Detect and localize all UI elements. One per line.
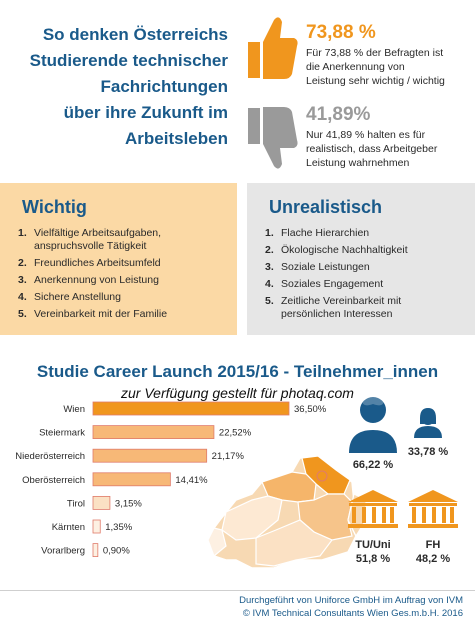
wichtig-title: Wichtig <box>22 197 87 217</box>
title-line: Arbeitsleben <box>125 129 228 148</box>
item-line: Vielfältige Arbeitsaufgaben, <box>34 227 162 239</box>
category-label: Oberösterreich <box>22 474 85 486</box>
stat-line: realistisch, dass Arbeitgeber <box>306 143 438 155</box>
stat-line: Leistung sehr wichtig / wichtig <box>306 75 445 87</box>
item-line: Sichere Anstellung <box>34 291 121 303</box>
category-label: Wien <box>63 404 85 415</box>
female-percentage: 33,78 % <box>407 446 449 458</box>
category-label: Kärnten <box>51 522 85 533</box>
item-number: 4. <box>265 278 274 290</box>
item-line: Ökologische Nachhaltigkeit <box>281 244 408 256</box>
category-label: Tirol <box>66 498 85 510</box>
tu-percentage: 51,8 % <box>355 553 391 565</box>
unrealistisch-title: Unrealistisch <box>269 197 383 217</box>
value-label: 36,50% <box>294 404 327 415</box>
title-line: So denken Österreichs <box>42 25 228 44</box>
item-number: 5. <box>265 295 274 307</box>
item-line: Soziale Leistungen <box>281 261 370 273</box>
footer-line: Durchgeführt von Uniforce GmbH im Auftrag von IVM <box>239 595 463 606</box>
item-line: Vereinbarkeit mit der Familie <box>34 308 168 320</box>
footer-divider <box>0 590 475 591</box>
bar <box>93 544 98 557</box>
item-number: 3. <box>18 274 27 286</box>
item-number: 1. <box>265 227 274 239</box>
stat-line: Nur 41,89 % halten es für <box>306 129 426 141</box>
item-number: 3. <box>265 261 274 273</box>
category-label: Niederösterreich <box>15 451 85 463</box>
female-icon <box>414 408 442 438</box>
stat-line: die Anerkennung von <box>306 61 405 73</box>
title-line: Fachrichtungen <box>100 77 228 96</box>
value-label: 0,90% <box>102 545 130 557</box>
item-line: Freundliches Arbeitsumfeld <box>34 257 161 269</box>
item-number: 4. <box>18 291 27 303</box>
stat-negative-value: 41,89% <box>306 104 371 125</box>
value-label: 3,15% <box>114 498 142 510</box>
bar <box>93 426 214 439</box>
title-line: Studierende technischer <box>29 51 228 70</box>
footer <box>239 594 463 620</box>
value-label: 14,41% <box>175 474 208 486</box>
item-number: 2. <box>265 244 274 256</box>
item-line: persönlichen Interessen <box>281 308 393 320</box>
item-line: Flache Hierarchien <box>281 227 370 239</box>
item-line: Anerkennung von Leistung <box>34 274 159 286</box>
fh-label: FH <box>425 539 441 551</box>
bar <box>93 402 289 415</box>
stat-line: Leistung wahrnehmen <box>306 157 410 169</box>
title-line: über ihre Zukunft im <box>63 103 228 122</box>
watermark-text: zur Verfügung gestellt für photaq.com <box>121 385 354 401</box>
fh-percentage: 48,2 % <box>415 553 451 565</box>
item-line: Soziales Engagement <box>281 278 384 290</box>
item-number: 1. <box>18 227 27 239</box>
value-label: 22,52% <box>218 427 252 439</box>
stat-positive-value: 73,88 % <box>306 22 376 43</box>
bar <box>93 449 207 462</box>
austria-map-icon <box>208 456 366 568</box>
item-line: Zeitliche Vereinbarkeit mit <box>281 295 402 307</box>
item-line: anspruchsvolle Tätigkeit <box>34 240 147 252</box>
value-label: 21,17% <box>211 451 244 463</box>
category-label: Steiermark <box>39 427 85 439</box>
value-label: 1,35% <box>105 522 133 533</box>
stat-line: Für 73,88 % der Befragten ist <box>306 47 444 59</box>
study-title: Studie Career Launch 2015/16 - Teilnehmer_innen <box>36 362 439 381</box>
bar <box>93 473 170 486</box>
male-icon <box>349 396 397 453</box>
item-number: 5. <box>18 308 27 320</box>
college-building-icon <box>408 490 458 528</box>
bar <box>93 520 100 533</box>
male-percentage: 66,22 % <box>352 459 394 471</box>
item-number: 2. <box>18 257 27 269</box>
category-label: Vorarlberg <box>41 545 85 557</box>
footer-line: © IVM Technical Consultants Wien Ges.m.b.H. 2016 <box>242 608 463 619</box>
bar <box>93 496 110 509</box>
tu-label: TU/Uni <box>355 539 391 551</box>
